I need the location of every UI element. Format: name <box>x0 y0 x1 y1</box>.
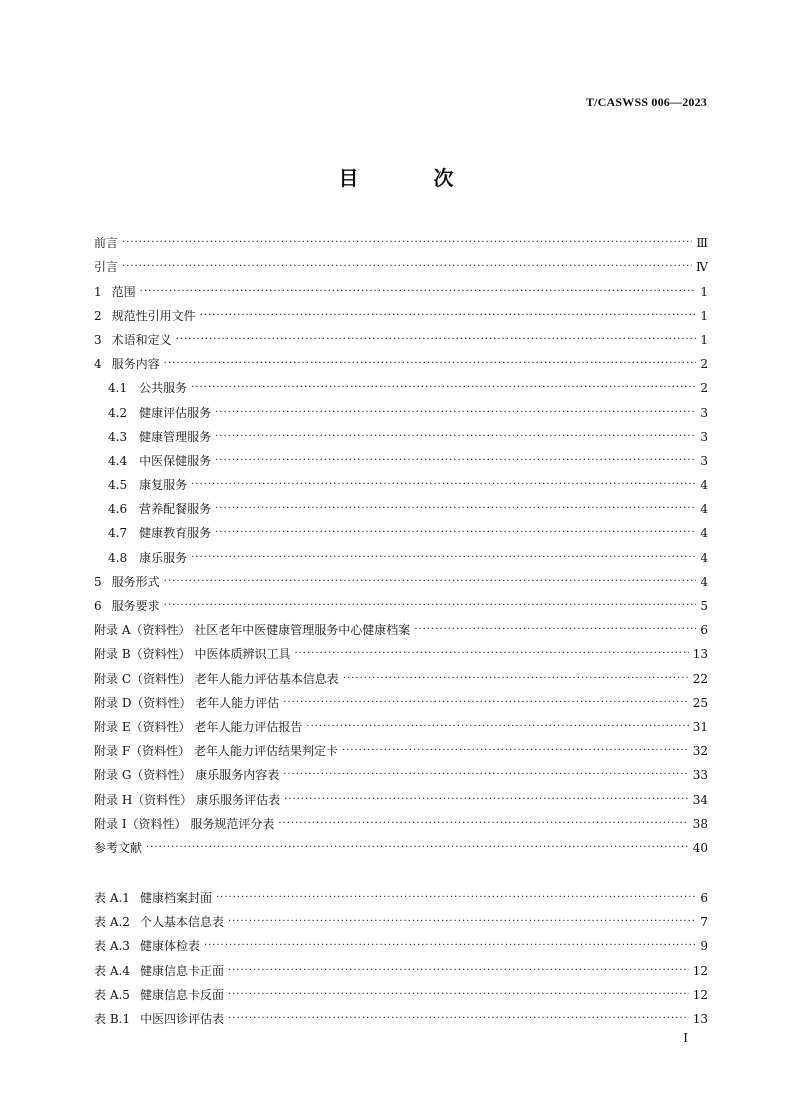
table-of-contents <box>94 226 708 1026</box>
toc-entry[interactable] <box>94 661 708 685</box>
toc-entry-number: 4.2 <box>108 405 128 420</box>
toc-entry-page: 22 <box>692 671 708 686</box>
dot-leader <box>283 768 689 782</box>
toc-entry-number: 表 A.4 <box>94 963 130 978</box>
toc-entry-page: 2 <box>700 381 708 396</box>
toc-entry-page: 33 <box>692 768 708 783</box>
toc-entry-number: 表 B.1 <box>94 1012 131 1026</box>
toc-entry-label <box>94 236 118 250</box>
toc-entry-text: 附录 A（资料性） 社区老年中医健康管理服务中心健康档案 <box>94 623 411 638</box>
toc-entry-number: 1 <box>94 284 102 299</box>
toc-entry-label <box>94 333 172 347</box>
toc-entry-text: 健康信息卡正面 <box>139 963 224 978</box>
toc-entry[interactable] <box>94 710 708 734</box>
toc-entry-text: 附录 D（资料性） 老年人能力评估 <box>94 695 280 710</box>
dot-leader <box>191 381 696 395</box>
toc-entry-text: 附录 H（资料性） 康乐服务评估表 <box>94 792 281 807</box>
toc-entry-text: 健康教育服务 <box>139 526 212 541</box>
toc-entry-number: 4 <box>94 357 102 372</box>
dot-leader <box>164 575 696 589</box>
toc-entry-number: 4.3 <box>108 429 128 444</box>
toc-entry[interactable] <box>94 323 708 347</box>
toc-entry-page: 13 <box>692 647 708 662</box>
dot-leader <box>215 526 696 540</box>
toc-entry-label <box>108 381 187 395</box>
toc-entry-label <box>94 599 160 613</box>
toc-entry-page: 9 <box>700 939 708 954</box>
toc-entry-page: 12 <box>692 987 708 1002</box>
toc-entry-label <box>108 502 211 516</box>
toc-entry-text: 服务内容 <box>111 357 160 372</box>
toc-entry-text: 健康评估服务 <box>139 405 212 420</box>
toc-entry-label <box>94 696 279 710</box>
dot-leader <box>278 817 688 831</box>
toc-entry[interactable] <box>94 250 708 274</box>
toc-entry[interactable] <box>94 613 708 637</box>
toc-entry-text: 附录 E（资料性） 老年人能力评估报告 <box>94 719 303 734</box>
toc-entry-label <box>94 309 196 323</box>
toc-entry-text: 中医四诊评估表 <box>140 1012 225 1026</box>
dot-leader <box>284 793 689 807</box>
toc-entry-text: 个人基本信息表 <box>139 915 224 930</box>
toc-entry-text: 附录 B（资料性） 中医体质辨识工具 <box>94 647 291 662</box>
toc-entry-label <box>94 672 339 686</box>
toc-entry-label <box>94 841 142 855</box>
dot-leader <box>306 720 688 734</box>
toc-entry-page: 4 <box>700 526 708 541</box>
toc-entry[interactable] <box>94 540 708 564</box>
toc-entry-page: 13 <box>692 1012 708 1026</box>
toc-entry-label <box>108 478 187 492</box>
toc-entry-text: 康乐服务 <box>139 550 188 565</box>
toc-entry-page: 7 <box>700 915 708 930</box>
dot-leader <box>283 696 688 710</box>
toc-entry-number: 4.6 <box>108 502 128 517</box>
dot-leader <box>342 744 689 758</box>
toc-entry-text: 附录 I（资料性） 服务规范评分表 <box>94 816 275 831</box>
dot-leader <box>228 964 689 978</box>
toc-entry[interactable] <box>94 371 708 395</box>
toc-entry-page: 6 <box>700 891 708 906</box>
toc-entry-page: 3 <box>700 429 708 444</box>
toc-entry-number: 表 A.1 <box>94 891 130 906</box>
toc-entry-text: 服务要求 <box>111 599 160 613</box>
toc-entry-number: 表 A.3 <box>94 939 130 954</box>
toc-entry-page: 6 <box>700 623 708 638</box>
toc-table-list <box>94 881 708 1026</box>
toc-entry-label <box>108 454 211 468</box>
toc-entry[interactable] <box>94 347 708 371</box>
toc-entry-text: 公共服务 <box>139 381 188 396</box>
toc-entry-page: 3 <box>700 453 708 468</box>
toc-entry-text: 参考文献 <box>94 840 143 855</box>
toc-entry-label <box>108 551 187 565</box>
toc-entry-text: 范围 <box>111 284 136 299</box>
toc-entry-page: 12 <box>692 963 708 978</box>
toc-entry-label <box>94 575 160 589</box>
toc-table-entry[interactable] <box>94 905 708 929</box>
toc-entry[interactable] <box>94 516 708 540</box>
toc-entry-page: 38 <box>692 816 708 831</box>
toc-entry-number: 5 <box>94 574 102 589</box>
toc-entry-number: 4.4 <box>108 453 128 468</box>
toc-entry-page: Ⅳ <box>696 260 708 275</box>
toc-entry-label <box>94 647 290 661</box>
dot-leader <box>146 841 689 855</box>
toc-entry[interactable] <box>94 807 708 831</box>
toc-entry-page: 32 <box>692 744 708 759</box>
toc-table-entry[interactable] <box>94 978 708 1002</box>
toc-entry-label <box>94 357 160 371</box>
toc-entry-page: 31 <box>692 719 708 734</box>
toc-entry-text: 附录 F（资料性） 老年人能力评估结果判定卡 <box>94 744 338 759</box>
toc-entry-number: 4.1 <box>108 381 128 396</box>
toc-entry-label <box>94 285 136 299</box>
dot-leader <box>215 502 696 516</box>
toc-entry[interactable] <box>94 831 708 855</box>
toc-entry[interactable] <box>94 420 708 444</box>
toc-entry-label <box>94 1012 224 1026</box>
toc-entry[interactable] <box>94 686 708 710</box>
dot-leader <box>215 430 696 444</box>
toc-entry-page: 40 <box>692 840 708 855</box>
dot-leader <box>164 357 696 371</box>
toc-table-entry[interactable] <box>94 953 708 977</box>
toc-entry-text: 中医保健服务 <box>139 453 212 468</box>
toc-entry-text: 康复服务 <box>139 478 188 493</box>
toc-entry[interactable] <box>94 274 708 298</box>
toc-entry-page: 34 <box>692 792 708 807</box>
toc-entry-number: 3 <box>94 332 102 347</box>
toc-entry[interactable] <box>94 444 708 468</box>
dot-leader <box>191 478 696 492</box>
toc-entry-page: 2 <box>700 357 708 372</box>
toc-entry-page: 25 <box>692 695 708 710</box>
toc-entry-number: 2 <box>94 308 102 323</box>
dot-leader <box>191 551 696 565</box>
toc-entry-text: 营养配餐服务 <box>139 502 212 517</box>
toc-entry-label <box>94 988 224 1002</box>
toc-entry[interactable] <box>94 492 708 516</box>
dot-leader <box>200 309 696 323</box>
dot-leader <box>228 1012 689 1026</box>
toc-entry-number: 4.8 <box>108 550 128 565</box>
toc-entry[interactable] <box>94 468 708 492</box>
toc-entry-label <box>94 720 302 734</box>
dot-leader <box>343 672 689 686</box>
dot-leader <box>228 988 689 1002</box>
toc-entry-label <box>94 623 410 637</box>
toc-entry-text: 健康管理服务 <box>139 429 212 444</box>
toc-entry[interactable] <box>94 782 708 806</box>
dot-leader <box>122 260 692 274</box>
toc-entry-text: 服务形式 <box>111 574 160 589</box>
document-code: T/CASWSS 006—2023 <box>585 95 707 109</box>
toc-entry[interactable] <box>94 589 708 613</box>
toc-entry-label <box>94 793 280 807</box>
dot-leader <box>216 891 696 905</box>
toc-entry-label <box>108 406 211 420</box>
page-number: I <box>683 1031 688 1045</box>
toc-table-entry[interactable] <box>94 1002 708 1026</box>
toc-entry-label <box>94 891 212 905</box>
toc-entry-number: 表 A.5 <box>94 987 130 1002</box>
dot-leader <box>164 599 696 613</box>
toc-entry-label <box>108 430 211 444</box>
toc-entry-page: 4 <box>700 502 708 517</box>
toc-table-entry[interactable] <box>94 881 708 905</box>
toc-entry-page: 4 <box>700 478 708 493</box>
toc-entry[interactable] <box>94 299 708 323</box>
toc-entry-label <box>94 964 224 978</box>
dot-leader <box>294 647 688 661</box>
toc-entry-page: 4 <box>700 550 708 565</box>
toc-entry[interactable] <box>94 637 708 661</box>
toc-entry-label <box>108 526 211 540</box>
toc-entry-text: 前言 <box>94 236 119 251</box>
toc-entry-text: 健康信息卡反面 <box>139 987 224 1002</box>
toc-entry-label <box>94 260 118 274</box>
toc-entry[interactable] <box>94 565 708 589</box>
toc-entry-label <box>94 768 279 782</box>
toc-entry-page: 3 <box>700 405 708 420</box>
toc-entry-page: Ⅲ <box>696 236 708 251</box>
dot-leader <box>176 333 696 347</box>
toc-entry-label <box>94 817 274 831</box>
toc-entry-page: 1 <box>700 332 708 347</box>
toc-entry-page: 1 <box>700 308 708 323</box>
dot-leader <box>122 236 692 250</box>
dot-leader <box>215 406 696 420</box>
toc-entry[interactable] <box>94 734 708 758</box>
dot-leader <box>414 623 696 637</box>
toc-entry-number: 表 A.2 <box>94 915 130 930</box>
dot-leader <box>228 915 696 929</box>
toc-entry-label <box>94 939 200 953</box>
toc-entry-page: 4 <box>700 574 708 589</box>
dot-leader <box>204 939 696 953</box>
toc-entry-text: 引言 <box>94 260 119 275</box>
toc-table-entry[interactable] <box>94 929 708 953</box>
toc-entry-text: 附录 C（资料性） 老年人能力评估基本信息表 <box>94 671 339 686</box>
toc-entry-number: 4.7 <box>108 526 128 541</box>
toc-entry-number: 6 <box>94 599 102 613</box>
toc-entry-text: 术语和定义 <box>111 332 172 347</box>
section-spacer <box>94 855 708 881</box>
toc-entry-label <box>94 744 338 758</box>
toc-entries <box>94 226 708 855</box>
toc-entry-text: 健康档案封面 <box>139 891 212 906</box>
toc-entry-text: 规范性引用文件 <box>111 308 196 323</box>
toc-entry[interactable] <box>94 395 708 419</box>
toc-entry-text: 附录 G（资料性） 康乐服务内容表 <box>94 768 280 783</box>
toc-title: 目 次 <box>338 166 488 190</box>
toc-entry[interactable] <box>94 758 708 782</box>
dot-leader <box>215 454 696 468</box>
toc-entry-number: 4.5 <box>108 478 128 493</box>
dot-leader <box>140 285 696 299</box>
toc-entry-text: 健康体检表 <box>139 939 200 954</box>
toc-entry-page: 1 <box>700 284 708 299</box>
toc-entry-label <box>94 915 224 929</box>
toc-entry-page: 5 <box>700 599 708 613</box>
toc-entry[interactable] <box>94 226 708 250</box>
